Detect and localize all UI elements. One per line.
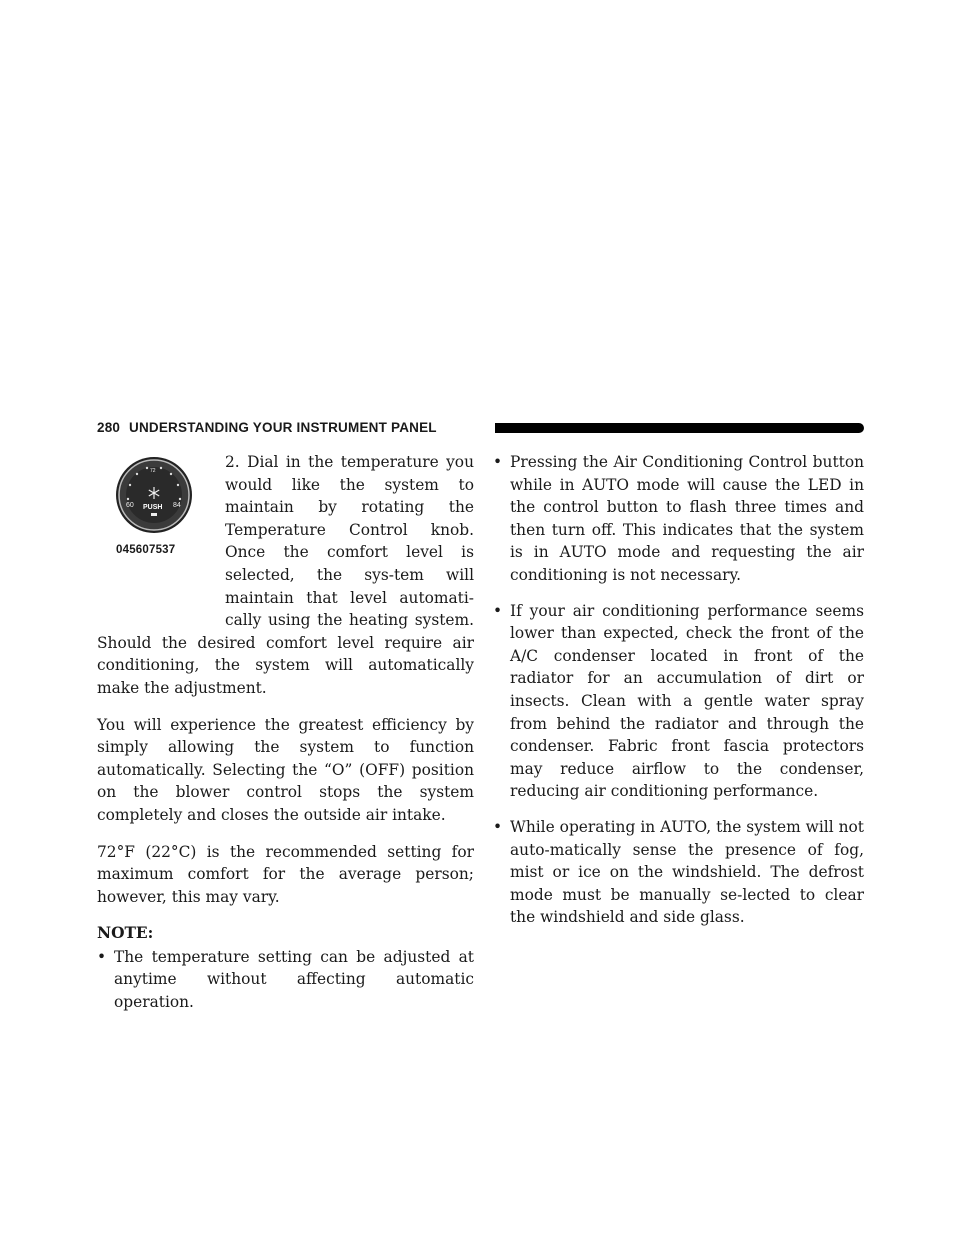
list-item-text: The temperature setting can be adjusted at anytime without affecting automatic operation. — [114, 947, 474, 1012]
temperature-knob-image — [114, 455, 194, 535]
list-item-text: Pressing the Air Conditioning Control button while in AUTO mode will cause the LED in the control button to flash three times and then turn off. This indicates that the system is in AUTO mode and requesting the air conditioning is not necessary. — [510, 453, 864, 584]
push-label: PUSH — [143, 504, 163, 511]
bullet-icon: • — [493, 817, 503, 836]
note-heading: NOTE: — [97, 924, 154, 943]
page-header — [97, 419, 864, 437]
list-item — [493, 600, 864, 803]
recommended-setting-paragraph: 72°F (22°C) is the recommended setting for maximum comfort for the average person; however, this may vary. — [97, 842, 474, 906]
right-column — [493, 451, 864, 942]
bullet-icon: • — [493, 453, 503, 471]
temperature-knob-figure — [97, 451, 215, 619]
bullet-icon: • — [493, 601, 503, 620]
figure-code: 045607537 — [116, 544, 176, 556]
dial-label-high: 84 — [173, 502, 181, 509]
dial-label-low: 60 — [126, 502, 134, 509]
list-item-text: If your air conditioning performance seems lower than expected, check the front of the A/C condenser located in front of the radiator for an accumulation of dirt or insects. Clean with a gentle water spray from behind the radiator and through the condenser. Fabric front fascia protectors may reduce airflow to the condenser, reducing air conditioning performance. — [510, 601, 864, 801]
right-bullet-list — [493, 451, 864, 929]
note-list — [97, 946, 474, 1014]
list-item-text: While operating in AUTO, the system will not auto-matically sense the presence of fog, mist or ice on the windshield. The defrost mode must be manually se-lected to clear the windshield and side glass. — [510, 817, 864, 927]
header-rule — [495, 423, 864, 433]
list-item — [97, 946, 474, 1014]
bullet-icon: • — [97, 947, 107, 966]
section-title: UNDERSTANDING YOUR INSTRUMENT PANEL — [129, 420, 437, 435]
page-number: 280 — [97, 420, 121, 435]
list-item — [493, 816, 864, 929]
left-column — [97, 451, 474, 1027]
dial-label-top: 72 — [150, 468, 156, 474]
list-item — [493, 451, 864, 587]
efficiency-paragraph: You will experience the greatest efficiency by simply allowing the system to function automatically. Selecting the “O” (OFF) position on the blower control stops the system completely and closes the outside air intake. — [97, 715, 474, 824]
led-indicator — [151, 513, 157, 516]
intro-paragraph: 2. Dial in the temperature you would like the system to maintain by rotating the Temperature Control knob. Once the comfort level is selected, the sys-tem will maintain that level automati-cally using the heating system. Should the desired comfort level require air conditioning, the system will automatically make the adjustment. — [97, 453, 474, 697]
